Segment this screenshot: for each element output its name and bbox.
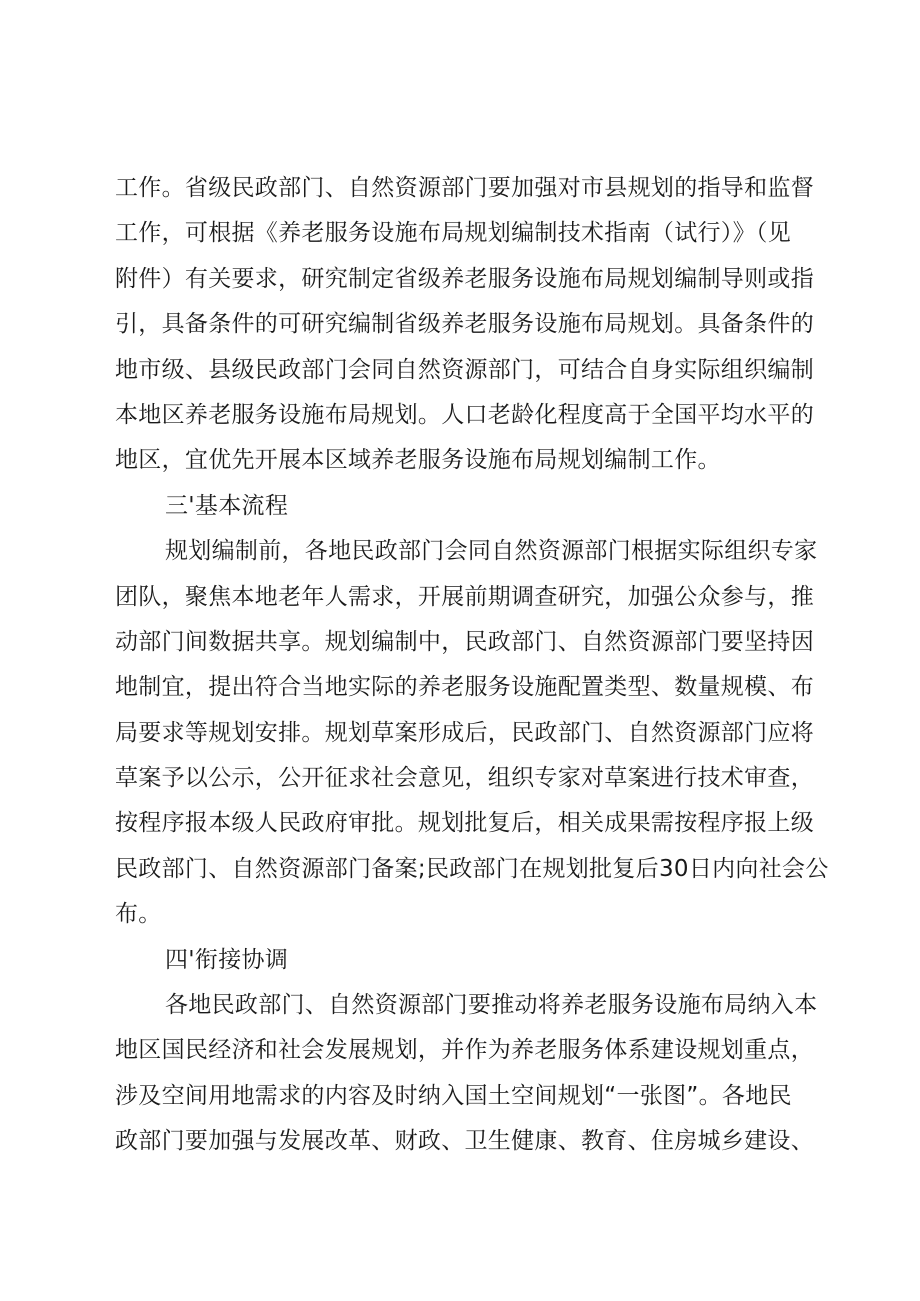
paragraph-2-line-7: 按程序报本级人民政府审批。规划批复后，相关成果需按程序报上级 — [115, 810, 814, 837]
paragraph-2-line-9: 布。 — [115, 901, 162, 928]
paragraph-2-line-1: 规划编制前，各地民政部门会同自然资源部门根据实际组织专家 — [165, 538, 818, 565]
section-heading-coordination: 四'衔接协调 — [165, 946, 289, 973]
paragraph-2-line-8: 民政部门、自然资源部门备案;民政部门在规划批复后30日内向社会公 — [115, 855, 829, 882]
paragraph-2-line-6: 草案予以公示，公开征求社会意见，组织专家对草案进行技术审查， — [115, 765, 814, 792]
paragraph-1-line-4: 引，具备条件的可研究编制省级养老服务设施布局规划。具备条件的 — [115, 311, 814, 338]
paragraph-3-line-4: 政部门要加强与发展改革、财政、卫生健康、教育、住房城乡建设、 — [115, 1128, 814, 1155]
paragraph-1-line-3: 附件）有关要求，研究制定省级养老服务设施布局规划编制导则或指 — [115, 265, 814, 292]
paragraph-2-line-3: 动部门间数据共享。规划编制中，民政部门、自然资源部门要坚持因 — [115, 628, 814, 655]
section-heading-basic-process: 三'基本流程 — [165, 492, 289, 519]
paragraph-2-line-4: 地制宜，提出符合当地实际的养老服务设施配置类型、数量规模、布 — [115, 674, 814, 701]
paragraph-2-line-5: 局要求等规划安排。规划草案形成后，民政部门、自然资源部门应将 — [115, 719, 814, 746]
paragraph-1-line-7: 地区，宜优先开展本区域养老服务设施布局规划编制工作。 — [115, 447, 721, 474]
paragraph-3-line-3: 涉及空间用地需求的内容及时纳入国土空间规划“一张图”。各地民 — [115, 1082, 792, 1109]
paragraph-3-line-1: 各地民政部门、自然资源部门要推动将养老服务设施布局纳入本 — [165, 992, 818, 1019]
paragraph-1-line-2: 工作，可根据《养老服务设施布局规划编制技术指南（试行）》（见 — [115, 220, 791, 247]
paragraph-1-line-6: 本地区养老服务设施布局规划。人口老龄化程度高于全国平均水平的 — [115, 401, 814, 428]
paragraph-2-line-2: 团队，聚焦本地老年人需求，开展前期调查研究，加强公众参与，推 — [115, 583, 814, 610]
paragraph-1-line-1: 工作。省级民政部门、自然资源部门要加强对市县规划的指导和监督 — [115, 175, 814, 201]
document-body — [115, 166, 829, 1165]
paragraph-1-line-5: 地市级、县级民政部门会同自然资源部门，可结合自身实际组织编制 — [115, 356, 814, 383]
paragraph-3-line-2: 地区国民经济和社会发展规划，并作为养老服务体系建设规划重点， — [115, 1037, 814, 1064]
